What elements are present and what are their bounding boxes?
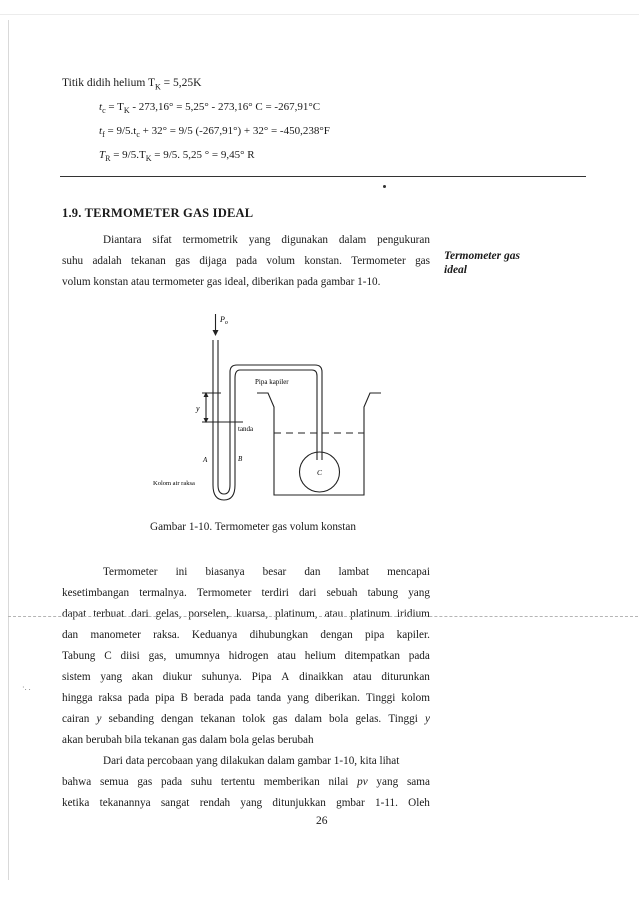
word: platinum xyxy=(350,608,390,620)
word: dan xyxy=(62,629,79,641)
word: konstan. xyxy=(304,255,342,267)
word: raksa. xyxy=(153,629,180,641)
u-tube-bottom-inner xyxy=(218,485,230,494)
word: ketika xyxy=(62,797,90,809)
word: pv xyxy=(357,776,368,788)
body-line-2 xyxy=(62,586,430,600)
word: gelas, xyxy=(155,608,182,620)
word: 1-11. xyxy=(375,797,398,809)
word: nilai xyxy=(328,776,349,788)
word: tekanannya xyxy=(99,797,151,809)
word: tolok xyxy=(242,713,266,725)
word: gmbar xyxy=(336,797,365,809)
margin-note xyxy=(444,249,520,277)
body-line-12 xyxy=(62,796,430,810)
word: dalam xyxy=(338,234,367,246)
word: bola xyxy=(329,713,349,725)
equation-fahrenheit: $t_f = 9/5.t_c + 32^\circ = 9/5$ (-267,91°) + 32° = -450,238°F xyxy=(99,125,330,140)
word: Pipa xyxy=(251,671,272,683)
word: dapat xyxy=(62,608,87,620)
label-b: B xyxy=(238,455,243,463)
word: sangat xyxy=(160,797,190,809)
word: diukur xyxy=(162,671,192,683)
scan-dashed-artifact xyxy=(8,616,638,617)
word: dari xyxy=(298,587,317,599)
word: sebuah xyxy=(326,587,358,599)
word: dari xyxy=(131,608,149,620)
word: suhu xyxy=(62,255,84,267)
word: pada xyxy=(161,776,183,788)
word: tekanan xyxy=(200,713,236,725)
word: biasanya xyxy=(205,566,245,578)
word: dengan xyxy=(161,713,194,725)
word: lambat xyxy=(338,566,369,578)
word: Oleh xyxy=(408,797,430,809)
body-line-7 xyxy=(62,691,430,705)
page-number: 26 xyxy=(316,815,328,827)
word: tekanan xyxy=(130,255,166,267)
word: yang xyxy=(408,587,430,599)
word: suhu xyxy=(190,776,213,788)
section-heading: 1.9. TERMOMETER GAS IDEAL xyxy=(62,206,254,220)
word: yang xyxy=(240,797,263,809)
gas-thermometer-figure xyxy=(140,300,460,515)
word: yang xyxy=(100,671,123,683)
word: semua xyxy=(99,776,129,788)
word: porselen, xyxy=(188,608,230,620)
word: A xyxy=(281,671,290,683)
intro-line-1 xyxy=(103,233,430,247)
word: mencapai xyxy=(387,566,430,578)
word: volum xyxy=(266,255,295,267)
word: diberikan. xyxy=(314,692,360,704)
word: adalah xyxy=(92,255,122,267)
word: platinum, xyxy=(275,608,318,620)
speck-dot xyxy=(383,185,386,188)
word: berada xyxy=(193,692,224,704)
word: termometrik xyxy=(182,234,238,246)
word: atau xyxy=(353,671,372,683)
word: pipa xyxy=(155,692,175,704)
label-tanda: tanda xyxy=(238,425,254,433)
word: pada xyxy=(229,692,251,704)
intro-line-3: volum konstan atau termometer gas ideal, diberikan pada gambar 1-10. xyxy=(62,276,381,288)
equation-rankine: $T_R = 9/5.T_K = 9/5$. 5,25 ° = 9,45° R xyxy=(99,149,255,164)
word: bahwa xyxy=(62,776,92,788)
word: Termometer xyxy=(103,566,158,578)
label-kolom-air-raksa: Kolom air raksa xyxy=(153,480,195,487)
word: gas, xyxy=(148,650,167,662)
word: gas xyxy=(415,255,430,267)
label-p0: $P_o$ xyxy=(220,315,228,326)
p0-arrowhead xyxy=(213,330,219,336)
word: ditunjukkan xyxy=(272,797,326,809)
word: manometer xyxy=(90,629,141,641)
word: suhunya. xyxy=(201,671,242,683)
word: Termometer xyxy=(196,587,252,599)
word: atau xyxy=(277,650,296,662)
intro-line-2 xyxy=(62,254,430,268)
word: ini xyxy=(175,566,188,578)
word: hingga xyxy=(62,692,93,704)
word: dengan xyxy=(320,629,353,641)
word: tanda xyxy=(256,692,282,704)
word: memberikan xyxy=(263,776,320,788)
word: Keduanya xyxy=(191,629,238,641)
word: B xyxy=(180,692,188,704)
word: helium xyxy=(304,650,336,662)
word: akan xyxy=(131,671,153,683)
word: pipa xyxy=(365,629,385,641)
word: Diantara xyxy=(103,234,142,246)
word: kesetimbangan xyxy=(62,587,130,599)
word: gelas. xyxy=(355,713,382,725)
word: diisi xyxy=(120,650,140,662)
label-c: C xyxy=(317,468,323,477)
margin-note-line-1: Termometer gas xyxy=(444,250,520,262)
scan-specks: ·. . xyxy=(22,683,31,692)
word: pada xyxy=(128,692,150,704)
word: gas xyxy=(272,713,288,725)
word: pada xyxy=(235,255,258,267)
equation-celsius: $t_c = T_K - 273,16^\circ = 5,25^\circ - 273,16^\circ$ C = -267,91°C xyxy=(99,101,321,116)
beaker xyxy=(257,393,381,495)
margin-note-line-2: ideal xyxy=(444,264,467,276)
word: digunakan xyxy=(281,234,329,246)
section-divider xyxy=(60,176,586,177)
word: kapiler. xyxy=(396,629,430,641)
body-line-6 xyxy=(62,670,430,684)
word: iridium xyxy=(396,608,430,620)
word: terbuat xyxy=(93,608,125,620)
word: termalnya. xyxy=(139,587,187,599)
body-line-4 xyxy=(62,628,430,642)
body-line-10: Dari data percobaan yang dilakukan dalam gambar 1-10, kita lihat xyxy=(103,755,400,767)
word: dinaikkan xyxy=(299,671,344,683)
word: y xyxy=(424,713,430,725)
equation-boiling-point: Titik didih helium $T_K = 5,25K$ xyxy=(62,77,202,92)
word: dihubungkan xyxy=(249,629,309,641)
word: dan xyxy=(304,566,321,578)
word: dijaga xyxy=(199,255,227,267)
word: cairan xyxy=(62,713,90,725)
word: yang xyxy=(248,234,271,246)
figure-caption: Gambar 1-10. Termometer gas volum konstan xyxy=(150,521,356,533)
word: kuarsa, xyxy=(236,608,269,620)
word: sebanding xyxy=(108,713,154,725)
word: y xyxy=(96,713,102,725)
word: hidrogen xyxy=(228,650,269,662)
label-a: A xyxy=(203,456,208,464)
word: C xyxy=(104,650,112,662)
word: yang xyxy=(376,776,399,788)
scan-edge-left xyxy=(8,20,9,880)
word: gas xyxy=(175,255,190,267)
word: diturunkan xyxy=(381,671,430,683)
body-line-5 xyxy=(62,649,430,663)
word: pengukuran xyxy=(377,234,430,246)
word: gas xyxy=(137,776,153,788)
word: kolom xyxy=(401,692,430,704)
word: sama xyxy=(406,776,430,788)
body-line-3 xyxy=(62,607,430,621)
word: atau xyxy=(324,608,344,620)
word: terdiri xyxy=(261,587,289,599)
word: sifat xyxy=(152,234,172,246)
u-tube-bottom-outer xyxy=(213,485,235,500)
word: sistem xyxy=(62,671,91,683)
word: tabung xyxy=(367,587,399,599)
word: dalam xyxy=(294,713,322,725)
body-line-1 xyxy=(103,565,430,579)
word: pada xyxy=(408,650,430,662)
word: tertentu xyxy=(220,776,255,788)
body-line-9: akan berubah bila tekanan gas dalam bola gelas berubah xyxy=(62,734,314,746)
word: rendah xyxy=(199,797,231,809)
word: Tabung xyxy=(62,650,96,662)
scan-edge-top xyxy=(0,14,639,15)
word: Tinggi xyxy=(365,692,396,704)
label-y: y xyxy=(196,404,200,413)
word: yang xyxy=(287,692,309,704)
word: Termometer xyxy=(351,255,406,267)
word: besar xyxy=(262,566,287,578)
label-pipa-kapiler: Pipa kapiler xyxy=(255,378,289,386)
body-line-11 xyxy=(62,775,430,789)
word: umumnya xyxy=(175,650,220,662)
word: ditempatkan xyxy=(344,650,400,662)
body-line-8 xyxy=(62,712,430,726)
word: Tinggi xyxy=(388,713,418,725)
word: raksa xyxy=(98,692,123,704)
